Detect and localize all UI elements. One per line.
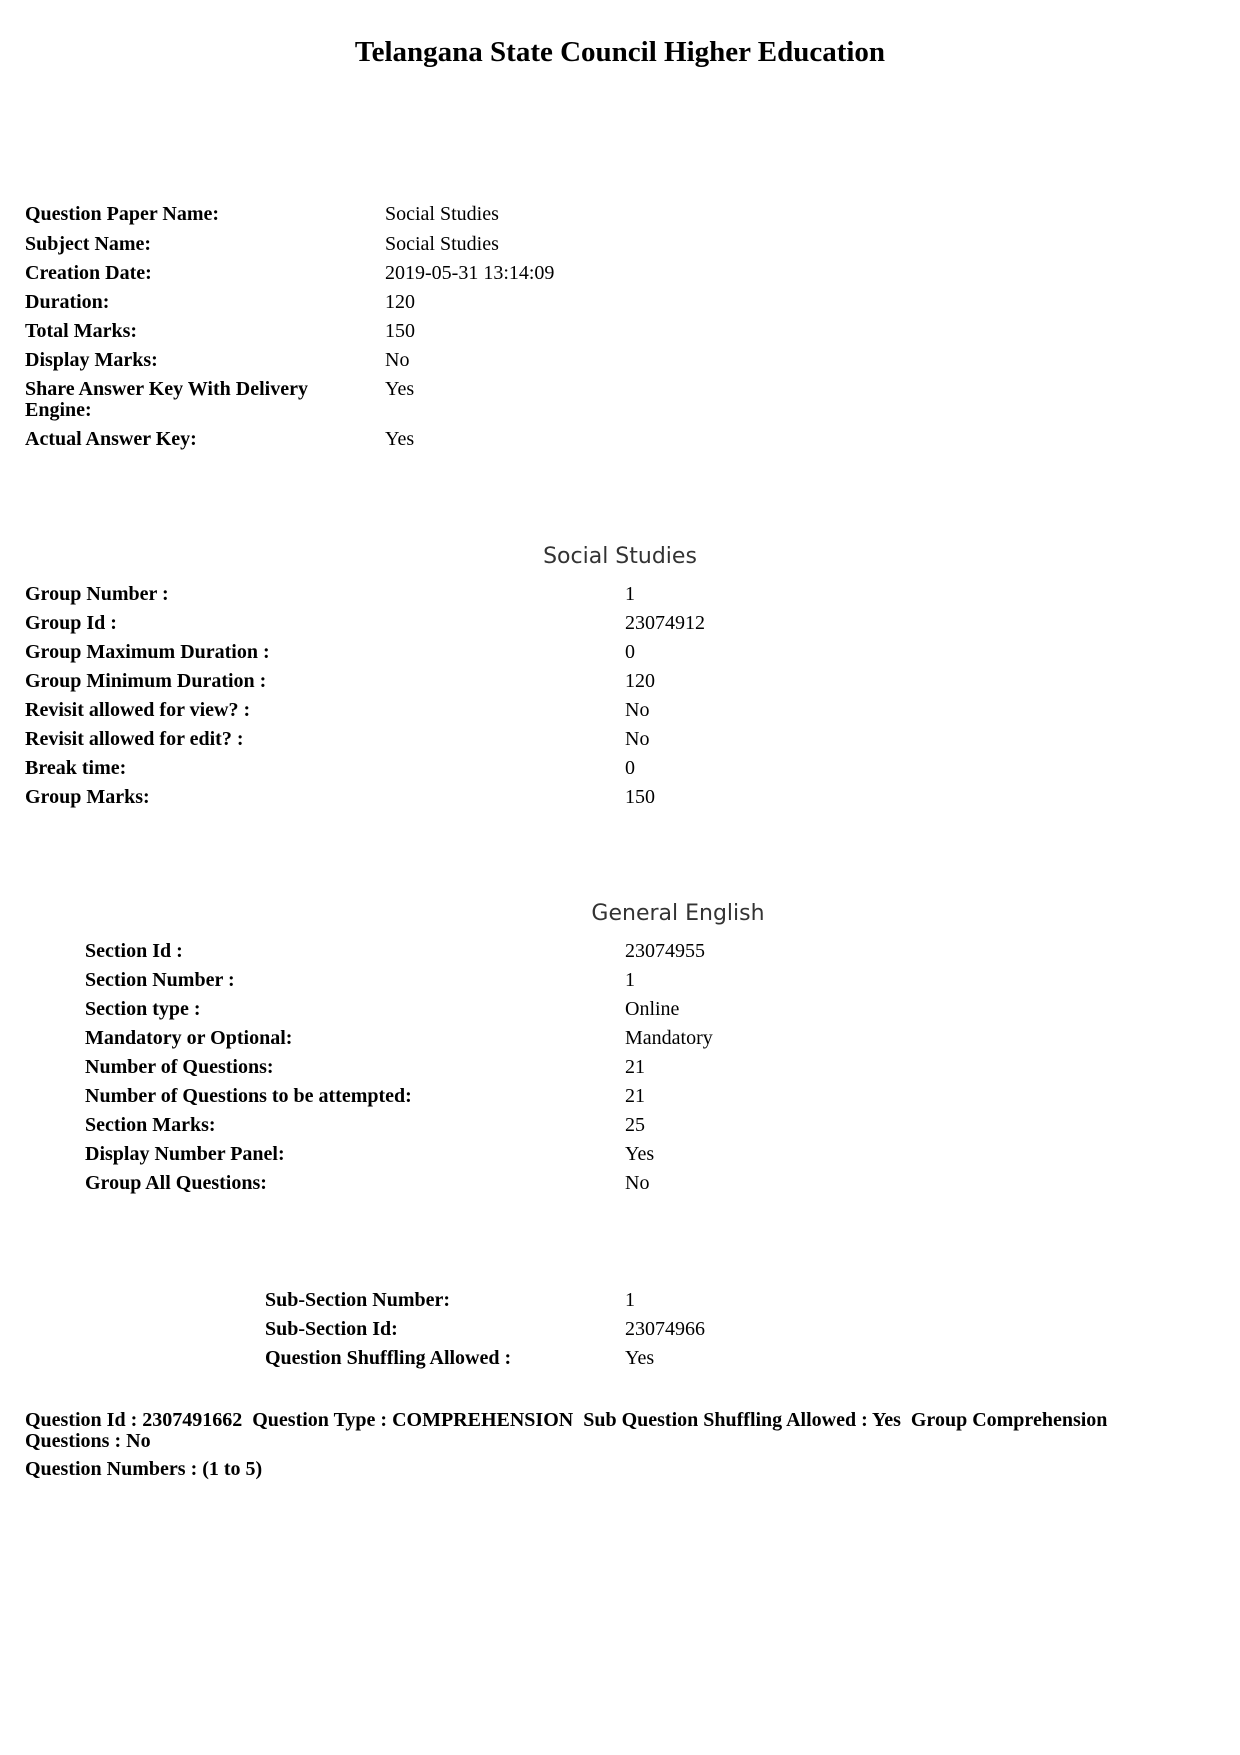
page-title: Telangana State Council Higher Education bbox=[354, 36, 886, 68]
revisit-edit-value: No bbox=[625, 728, 650, 750]
group-id-value: 23074912 bbox=[625, 612, 705, 634]
section-number-label: Section Number : bbox=[85, 969, 235, 991]
group-heading: Social Studies bbox=[543, 544, 697, 569]
section-marks-label: Section Marks: bbox=[85, 1114, 216, 1136]
total-marks-label: Total Marks: bbox=[25, 320, 138, 342]
break-time-value: 0 bbox=[625, 757, 635, 779]
subsection-id-label: Sub-Section Id: bbox=[265, 1318, 398, 1340]
revisit-view-value: No bbox=[625, 699, 650, 721]
section-id-label: Section Id : bbox=[85, 940, 183, 962]
creation-date-label: Creation Date: bbox=[25, 262, 152, 284]
group-number-value: 1 bbox=[625, 583, 635, 605]
section-type-label: Section type : bbox=[85, 998, 201, 1020]
section-id-value: 23074955 bbox=[625, 940, 705, 962]
group-id-label: Group Id : bbox=[25, 612, 117, 634]
display-number-panel-label: Display Number Panel: bbox=[85, 1143, 285, 1165]
revisit-view-label: Revisit allowed for view? : bbox=[25, 699, 251, 721]
question-numbers: Question Numbers : (1 to 5) bbox=[25, 1458, 263, 1480]
group-max-duration-label: Group Maximum Duration : bbox=[25, 641, 270, 663]
share-answer-key-value: Yes bbox=[385, 378, 415, 400]
group-number-label: Group Number : bbox=[25, 583, 169, 605]
question-shuffling-label: Question Shuffling Allowed : bbox=[265, 1347, 512, 1369]
duration-value: 120 bbox=[385, 291, 415, 313]
questions-attempted-label: Number of Questions to be attempted: bbox=[85, 1085, 412, 1107]
paper-name-value: Social Studies bbox=[385, 203, 499, 225]
mandatory-optional-label: Mandatory or Optional: bbox=[85, 1027, 293, 1049]
number-of-questions-value: 21 bbox=[625, 1056, 645, 1078]
actual-answer-key-value: Yes bbox=[385, 428, 415, 450]
share-answer-key-label: Share Answer Key With Delivery bbox=[25, 378, 308, 400]
group-all-questions-value: No bbox=[625, 1172, 650, 1194]
share-answer-key-label-cont: Engine: bbox=[25, 399, 92, 421]
paper-name-label: Question Paper Name: bbox=[25, 203, 220, 225]
section-type-value: Online bbox=[625, 998, 680, 1020]
actual-answer-key-label: Actual Answer Key: bbox=[25, 428, 197, 450]
group-marks-value: 150 bbox=[625, 786, 655, 808]
mandatory-optional-value: Mandatory bbox=[625, 1027, 713, 1049]
group-min-duration-value: 120 bbox=[625, 670, 655, 692]
group-all-questions-label: Group All Questions: bbox=[85, 1172, 267, 1194]
display-number-panel-value: Yes bbox=[625, 1143, 655, 1165]
display-marks-label: Display Marks: bbox=[25, 349, 158, 371]
section-heading: General English bbox=[591, 901, 765, 926]
revisit-edit-label: Revisit allowed for edit? : bbox=[25, 728, 244, 750]
subsection-id-value: 23074966 bbox=[625, 1318, 705, 1340]
subsection-number-label: Sub-Section Number: bbox=[265, 1289, 451, 1311]
subject-name-label: Subject Name: bbox=[25, 233, 152, 255]
question-shuffling-value: Yes bbox=[625, 1347, 655, 1369]
break-time-label: Break time: bbox=[25, 757, 127, 779]
question-meta-line-cont: Questions : No bbox=[25, 1430, 151, 1452]
subject-name-value: Social Studies bbox=[385, 233, 499, 255]
creation-date-value: 2019-05-31 13:14:09 bbox=[385, 262, 555, 284]
section-number-value: 1 bbox=[625, 969, 635, 991]
group-min-duration-label: Group Minimum Duration : bbox=[25, 670, 267, 692]
group-max-duration-value: 0 bbox=[625, 641, 635, 663]
question-meta-line: Question Id : 2307491662 Question Type : COMPREHENSION Sub Question Shuffling Allowed : Yes Group Comprehension bbox=[25, 1409, 1108, 1431]
total-marks-value: 150 bbox=[385, 320, 415, 342]
number-of-questions-label: Number of Questions: bbox=[85, 1056, 274, 1078]
questions-attempted-value: 21 bbox=[625, 1085, 645, 1107]
group-marks-label: Group Marks: bbox=[25, 786, 150, 808]
duration-label: Duration: bbox=[25, 291, 110, 313]
section-marks-value: 25 bbox=[625, 1114, 645, 1136]
display-marks-value: No bbox=[385, 349, 410, 371]
subsection-number-value: 1 bbox=[625, 1289, 635, 1311]
